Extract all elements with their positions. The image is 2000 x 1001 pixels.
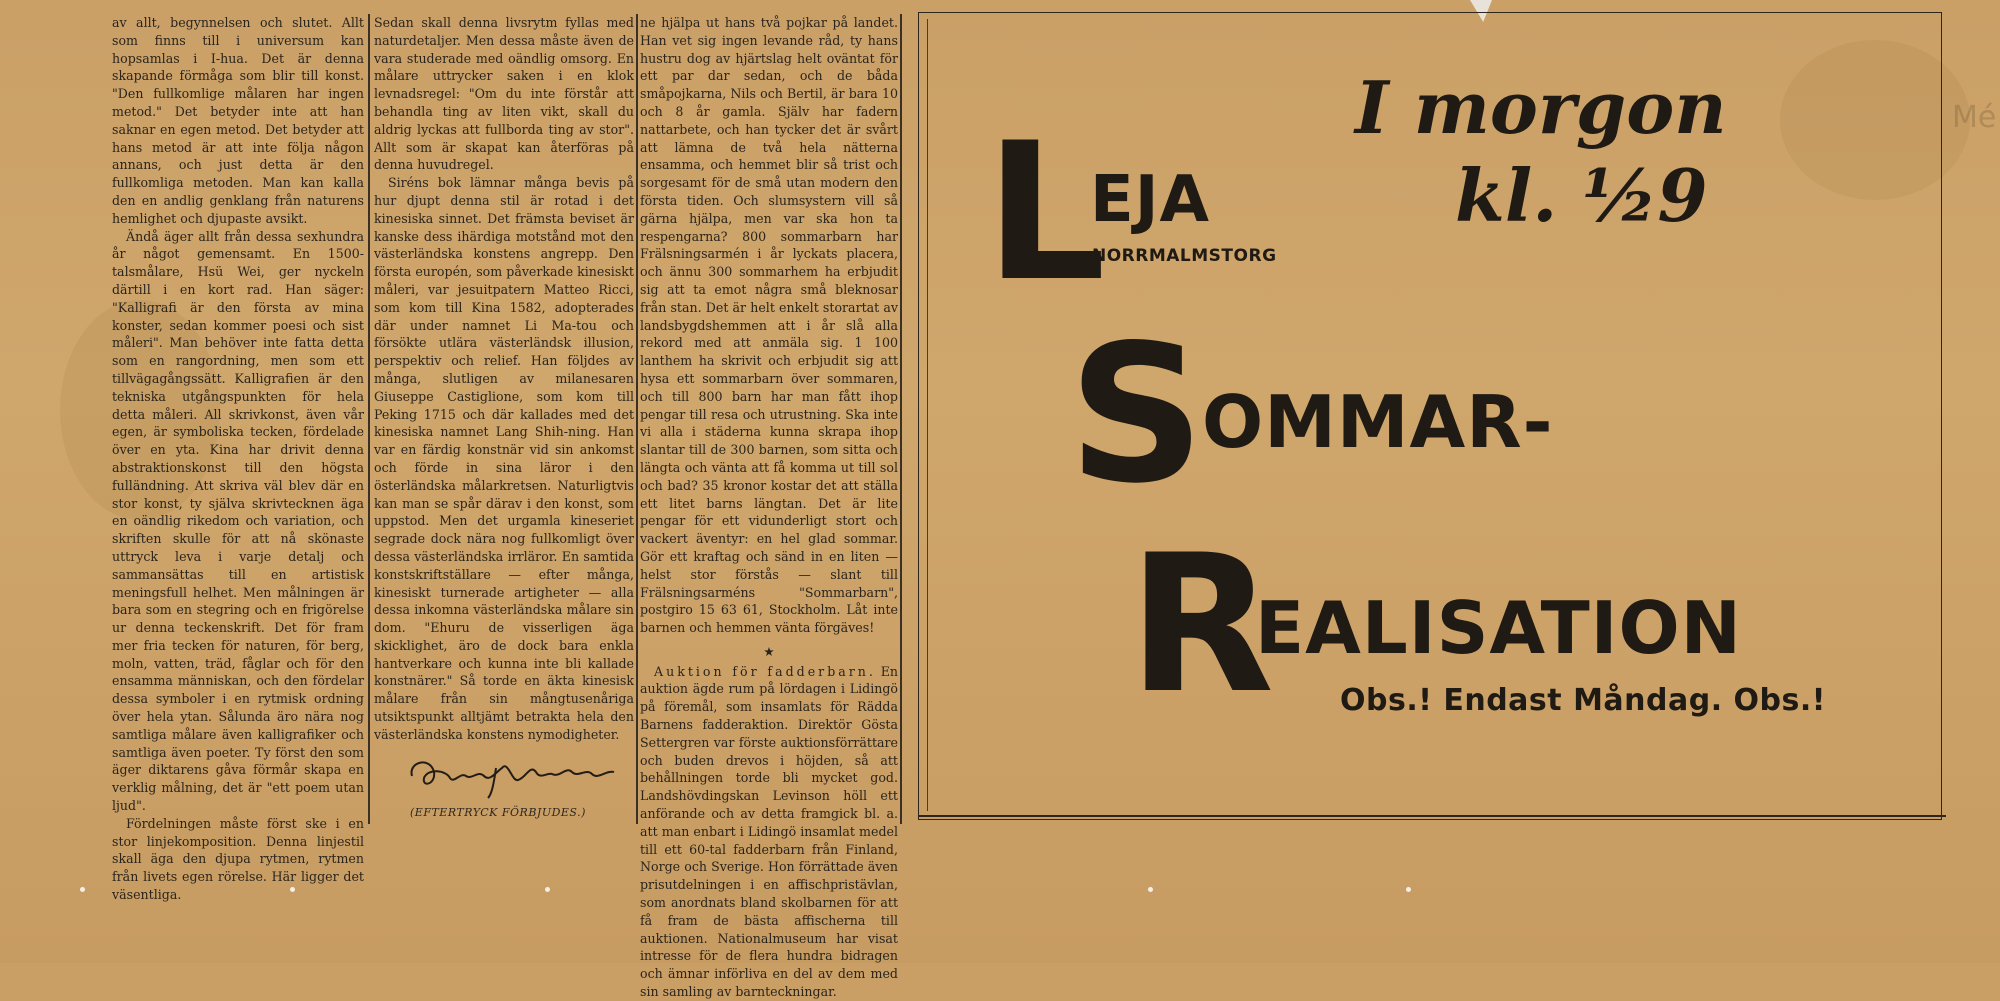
article-column-2: [374, 14, 634, 794]
column-rule: [368, 14, 370, 824]
bleed-through-text: Mé: [1952, 100, 1997, 135]
paragraph: av allt, begynnelsen och slutet. Allt som finns till i universum kan hopsamlas i I-hua. Det är denna skapande förmåga som blir till konst. "Den fullkomlige målaren har ingen metod." Det betyder inte att han saknar en egen metod. Det betyder att hans metod är att inte följa någon annans, och just detta är den fullkomliga metoden. Man kan kalla den en andlig genklang från naturens hemlighet och djupaste avsikt.: [112, 15, 364, 226]
paragraph: En auktion ägde rum på lördagen i Lidingö på föremål, som insamlats för Rädda Barnens fadderaktion. Direktör Gösta Settergren var förste auktionsförrättare och buden drevos i höjden, så att behållningen torde bli mycket god. Landshövdingskan Levinson höll ett anförande och av detta framgick bl. a. att man enbart i Lidingö insamlat medel till ett 60-tal fadderbarn från Finland, Norge och Sverige. Hon förrättade även prisutdelningen i en affischpristävlan, som anordnats bland skolbarnen för att få fram de bästa affischerna till auktionen. Nationalmuseum har visat intresse för de flera hundra bidragen och ämnar införliva en del av dem med sin samling av barnteckningar.: [640, 663, 898, 1000]
article-column-3: [640, 14, 898, 1000]
ad-word-realisation: EALISATION: [1255, 586, 1742, 670]
author-signature: [400, 742, 630, 802]
ad-word-sommar: OMMAR-: [1202, 380, 1554, 464]
ad-initial-r: R: [1128, 514, 1275, 735]
reprint-notice: (EFTERTRYCK FÖRBJUDES.): [410, 806, 586, 819]
column-rule: [636, 14, 638, 824]
paragraph: Siréns bok lämnar många bevis på hur djupt denna stil är rotad i det kinesiska sinnet. Det främsta beviset är kanske dess ihärdiga motstånd mot den västerländska konstens angrepp. Den första europén, som påverkade kinesiskt måleri, var jesuitpatern Matteo Ricci, som kom till Kina 1582, adopterades där under namnet Li Ma-tou och försökte utlära västerländsk illusion, perspektiv och relief. Han följdes av många, slutligen av milanesaren Giuseppe Castiglione, som kom till Peking 1715 och där kallades med det kinesiska namnet Lang Shih-ning. Han var en färdig konstnär vid sin ankomst och förde in sina läror i den österländska målarkretsen. Naturligtvis kan man se spår därav i den konst, som uppstod. Men det urgamla kineseriet segrade dock nära nog fullkomligt över dessa västerländska irrläror. En samtida konstskriftställare — efter många, kinesiskt turnerade artigheter — alla dessa inkomna västerländska målare sin dom. "Ehuru de visserligen äga skicklighet, äro de dock bara enkla hantverkare och kunna inte bli kallade konstnärer." Så torde en äkta kinesisk målare från sin mångtusenåriga utsiktspunkt alltjämt betrakta hela den västerländska konstens nymodigheter.: [374, 175, 634, 742]
ad-store-name: EJA: [1090, 163, 1211, 237]
paragraph: Fördelningen måste först ske i en stor linjekomposition. Denna linjestil skall äga den djupa rytmen, rytmen från livets egen rörelse. Här ligger det väsentliga.: [112, 815, 364, 903]
hole-mark: [545, 887, 550, 892]
ad-location: NORRMALMSTORG: [1092, 246, 1277, 266]
article-column-1: [112, 14, 364, 903]
ad-initial-s: S: [1068, 304, 1205, 525]
ad-bottom-rule: [918, 815, 1946, 817]
column-rule: [900, 14, 902, 824]
ad-notice: Obs.! Endast Måndag. Obs.!: [1340, 683, 1826, 718]
hole-mark: [1148, 887, 1153, 892]
separator-star: ★: [763, 643, 775, 659]
ad-initial-l: L: [985, 102, 1107, 323]
hole-mark: [290, 887, 295, 892]
paragraph: ne hjälpa ut hans två pojkar på landet. Han vet sig ingen levande råd, ty hans hustru dog av hjärtslag helt oväntat för ett par dar sedan, och de båda småpojkarna, Nils och Bertil, är bara 10 och 8 år gamla. Själv har fadern nattarbete, och han tycker det är svårt att lämna de två hela nätterna ensamma, och hemmet blir så trist och sorgesamt för de små utan modern den första tiden. Och slumsystern vill så gärna hjälpa, men var ska hon ta respengarna? 800 sommarbarn har Frälsningsarmén i år lyckats placera, och ännu 300 sommarhem ha erbjudit sig att ta emot några små bleknosar från stan. Det är helt enkelt storartat av landsbygdshemmen att i år slå alla rekord med att anmäla sig. 1 100 lanthem ha skrivit och erbjudit sig att hysa ett sommarbarn över sommaren, och till 800 barn har man fått ihop pengar till resa och utrustning. Ska inte vi alla i städerna kunna skrapa ihop slantar till de 300 barnen, som sitta och längta och vänta att få komma ut till sol och bad? 35 kronor kostar det att ställa ett litet barns längtan. Det är lite pengar för ett vidunderligt stort och vackert äventyr: en hel glad sommar. Gör ett kraftag och sänd in en liten — helst stor förstås — slant till Frälsningsarméns "Sommarbarn", postgiro 15 63 61, Stockholm. Låt inte barnen och hemmen vänta förgäves!: [640, 15, 898, 636]
hole-mark: [1406, 887, 1411, 892]
paragraph: Ändå äger allt från dessa sexhundra år något gemensamt. En 1500-talsmålare, Hsü Wei, ger nyckeln därtill i en kort rad. Han säger: "Kalligrafi är den första av mina konster, sedan kommer poesi och sist måleri". Man behöver inte fatta detta som en rangordning, men som ett tillvägagångssätt. Kalligrafien är den tekniska utgångspunkten för hela detta måleri. All skrivkonst, även vår egen, är symboliska tecken, fördelade över en yta. Kina har drivit denna abstraktionskonst till den högsta fulländning. Att skriva väl blev där en stor konst, ty själva skrivtecknen äga en oändlig rikedom och variation, och skriften skulle för att nå skönaste uttryck leva i varje detalj och sammansättas till en artistisk meningsfull helhet. Men målningen är bara som en stegring och en frigörelse ur denna teckenskrift. Det för fram mer fria tecken för naturen, för berg, moln, vatten, träd, fåglar och för den ensamma människan, och den fördelar dessa symboler i en rytmisk ordning över hela ytan. Sålunda äro nära nog samtliga målare även kalligrafiker och samtliga även poeter. Ty först den som äger diktarens gåva förmår skapa en verklig målning, det är "ett poem utan ljud".: [112, 228, 364, 814]
hole-mark: [80, 887, 85, 892]
paragraph: Sedan skall denna livsrytm fyllas med naturdetaljer. Men dessa måste även de vara studerade med oändlig omsorg. En målare uttrycker saken i en klok levnadsregel: "Om du inte förstår att behandla ting av liten vikt, skall du aldrig lyckas att fullborda ting av stor". Allt som är skapat kan återföras på denna huvudregel.: [374, 15, 634, 173]
ad-time: kl. ½9: [1455, 153, 1708, 238]
ad-date: I morgon: [1355, 65, 1727, 150]
subheading: Auktion för fadderbarn.: [654, 663, 876, 679]
